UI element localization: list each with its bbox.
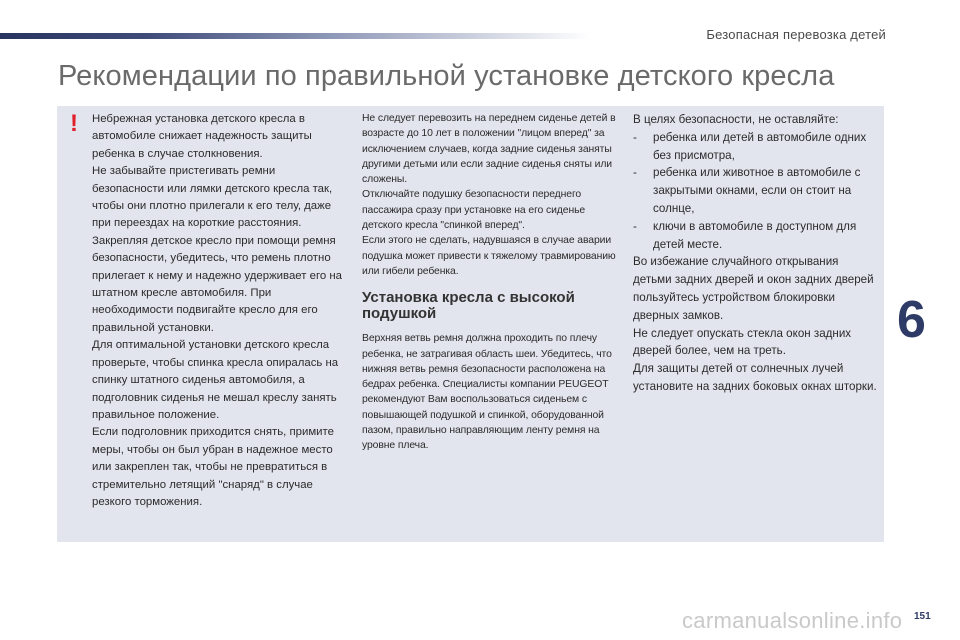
dash-bullet: -	[633, 166, 637, 180]
paragraph: В целях безопасности, не оставляйте:	[633, 113, 839, 126]
paragraph: Небрежная установка детского кресла в автомобиле снижает надежность защиты ребенка в случае столкновения.	[92, 113, 312, 160]
paragraph: Если подголовник приходится снять, примите меры, чтобы он был убран в надежное место или закреплен так, чтобы не превратиться в стремительно летящий "снаряд" в случае резкого торможения.	[92, 426, 334, 508]
paragraph: Если этого не сделать, надувшаяся в случае аварии подушка может привести к тяжелому травмированию или гибели ребенка.	[362, 235, 616, 277]
list-item-text: ребенка или детей в автомобиле одних без присмотра,	[653, 130, 867, 162]
paragraph: Закрепляя детское кресло при помощи ремня безопасности, убедитесь, что ремень плотно прилегает к нему и надежно удерживает его на штатном кресле автомобиля. При необходимости подвигайте кресло для его правильной установки.	[92, 234, 343, 334]
subheading: Установка кресла с высокой подушкой	[362, 289, 575, 323]
dash-bullet: -	[633, 219, 637, 233]
paragraph: Для защиты детей от солнечных лучей установите на задних боковых окнах шторки.	[633, 362, 877, 393]
warning-icon: !	[70, 110, 78, 137]
header-gradient-bar	[0, 33, 590, 39]
paragraph: Верхняя ветвь ремня должна проходить по плечу ребенка, не затрагивая область шеи. Убедитесь, что нижняя ветвь ремня безопасности расположена на бедрах ребенка. Специалисты компании PEUGEOT рекомендуют Вам воспользоваться сиденьем с повышающей подушкой и спинкой, оборудованной пазом, правильно направляющим ленту ремня на уровне плеча.	[362, 333, 612, 452]
list-item-text: ключи в автомобиле в доступном для детей месте.	[653, 219, 857, 251]
paragraph: Не забывайте пристегивать ремни безопасности или лямки детского кресла так, чтобы они плотно прилегали к его телу, даже при переездах на короткие расстояния.	[92, 165, 333, 230]
list-item	[633, 218, 879, 254]
paragraph: Во избежание случайного открывания детьми задних дверей и окон задних дверей пользуйтесь устройством блокировки дверных замков.	[633, 255, 874, 322]
watermark: carmanualsonline.info	[682, 608, 903, 633]
list-item	[633, 129, 879, 165]
paragraph: Не следует перевозить на переднем сиденье детей в возрасте до 10 лет в положении "лицом вперед" за исключением случаев, когда задние сиденья заняты другими детьми или если задние сиденья сняты или сложены.	[362, 113, 616, 186]
paragraph: Для оптимальной установки детского кресла проверьте, чтобы спинка кресла опиралась на спинку штатного сиденья автомобиля, а подголовник сиденья не мешал креслу занять правильное положение.	[92, 339, 339, 421]
section-title: Безопасная перевозка детей	[706, 27, 886, 42]
list-item	[633, 164, 879, 217]
page-heading: Рекомендации по правильной установке детского кресла	[58, 60, 835, 92]
column-right	[633, 111, 879, 396]
chapter-number: 6	[897, 291, 926, 349]
list-item-text: ребенка или животное в автомобиле с закрытыми окнами, если он стоит на солнце,	[653, 166, 861, 215]
page-number: 151	[914, 611, 931, 622]
column-middle	[362, 111, 620, 454]
column-left	[92, 111, 350, 511]
paragraph: Отключайте подушку безопасности переднего пассажира сразу при установке на его сиденье детского кресла "спинкой вперед".	[362, 189, 586, 232]
dash-bullet: -	[633, 130, 637, 144]
paragraph: Не следует опускать стекла окон задних дверей более, чем на треть.	[633, 326, 852, 358]
